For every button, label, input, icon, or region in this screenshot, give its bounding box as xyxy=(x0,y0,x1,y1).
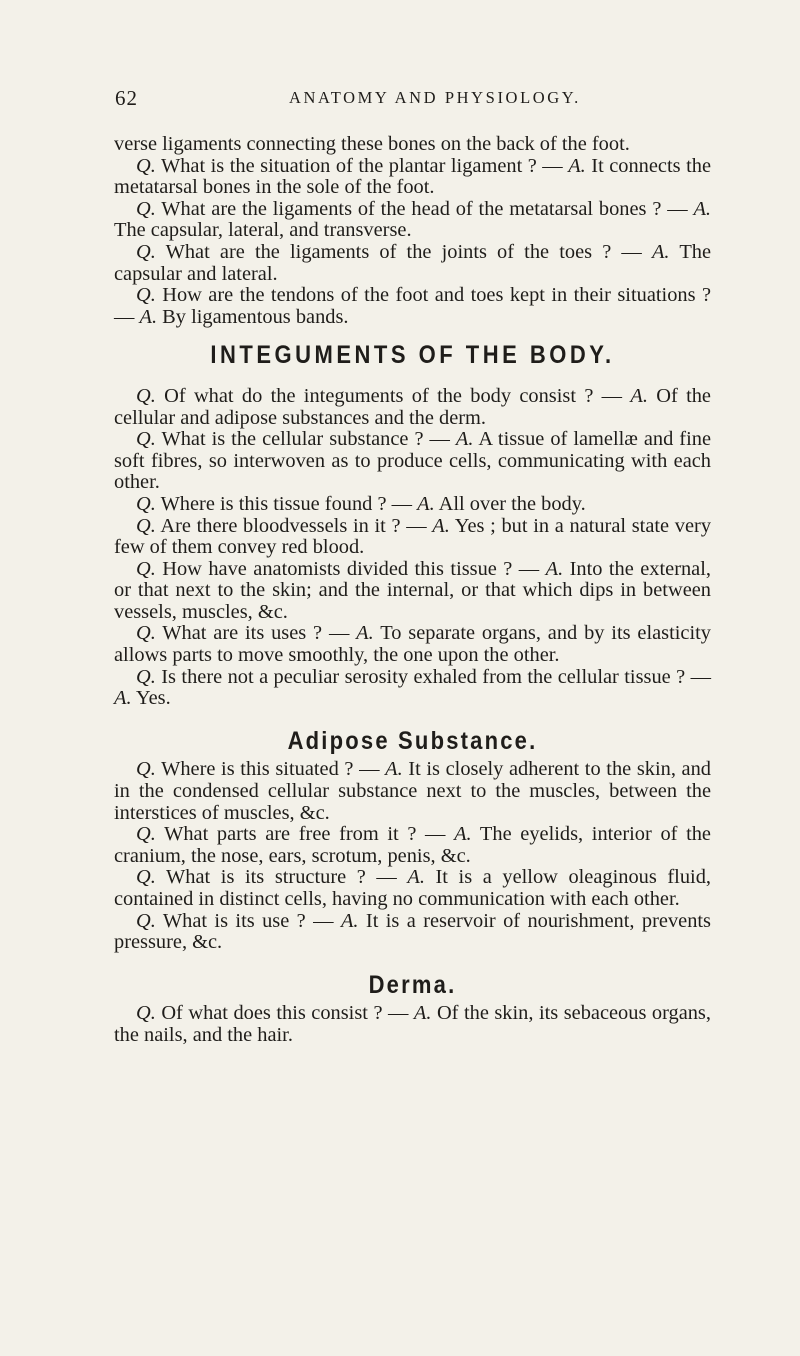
qa-entry xyxy=(114,759,711,824)
qa-section-derma xyxy=(114,1003,711,1046)
question-text: Is there not a peculiar serosity exhaled from the cellular tissue ? xyxy=(161,665,686,688)
answer-label: A. xyxy=(139,305,158,328)
page-number: 62 xyxy=(115,86,138,110)
heading-integuments: INTEGUMENTS OF THE BODY. xyxy=(210,340,615,370)
answer-text: Of the skin, its sebaceous organs, the nails, and the hair. xyxy=(114,1002,711,1046)
dash-separator: — xyxy=(611,240,652,263)
qa-entry xyxy=(114,1003,711,1046)
question-label: Q. xyxy=(136,909,156,932)
answer-label: A. xyxy=(432,514,450,537)
question-label: Q. xyxy=(136,866,156,889)
dash-separator: — xyxy=(305,909,341,932)
question-label: Q. xyxy=(136,1002,156,1025)
body-text xyxy=(114,134,711,1047)
answer-text: All over the body. xyxy=(438,492,586,515)
answer-label: A. xyxy=(545,557,564,580)
question-label: Q. xyxy=(136,665,156,688)
answer-text: It connects the metatarsal bones in the sole of the foot. xyxy=(114,154,711,199)
answer-label: A. xyxy=(385,758,403,781)
question-text: Where is this tissue found ? xyxy=(160,492,387,515)
answer-text: The eyelids, interior of the cranium, the nose, ears, scrotum, penis, &c. xyxy=(114,823,711,867)
qa-entry xyxy=(114,516,711,559)
answer-text: Yes. xyxy=(135,687,171,710)
question-label: Q. xyxy=(136,514,156,537)
qa-entry xyxy=(114,911,711,954)
qa-entry xyxy=(114,156,711,199)
answer-label: A. xyxy=(693,197,711,220)
answer-label: A. xyxy=(630,384,648,407)
answer-text: The capsular, lateral, and transverse. xyxy=(114,219,412,242)
answer-text: A tissue of lamellæ and fine soft fibres, so interwoven as to produce cells, communicating with each other. xyxy=(114,428,711,494)
answer-label: A. xyxy=(454,823,472,846)
question-label: Q. xyxy=(136,384,156,407)
answer-text: It is closely adherent to the skin, and in the condensed cellular substance next to the muscles, between the interstices of muscles, &c. xyxy=(114,758,711,824)
question-label: Q. xyxy=(136,758,156,781)
dash-separator: — xyxy=(512,557,546,580)
question-text: Of what do the integuments of the body consist ? xyxy=(164,384,594,407)
question-label: Q. xyxy=(136,557,156,580)
qa-entry xyxy=(114,386,711,429)
answer-label: A. xyxy=(356,622,374,645)
qa-entry xyxy=(114,429,711,494)
answer-text: Yes ; but in a natural state very few of them convey red blood. xyxy=(114,514,712,559)
answer-label: A. xyxy=(114,687,132,710)
question-label: Q. xyxy=(136,823,156,846)
answer-label: A. xyxy=(568,154,586,177)
qa-section-adipose xyxy=(114,759,711,953)
continuation-paragraph: verse ligaments connecting these bones on the back of the foot. xyxy=(114,133,630,155)
qa-entry xyxy=(114,494,711,516)
dash-separator: — xyxy=(353,758,386,781)
dash-separator: — xyxy=(365,866,408,889)
answer-label: A. xyxy=(340,909,359,932)
qa-entry xyxy=(114,824,711,867)
question-text: What are its uses ? xyxy=(162,622,323,645)
answer-text: The capsular and lateral. xyxy=(114,240,712,285)
answer-text: To separate organs, and by its elasticity allows parts to move smoothly, the one upon the other. xyxy=(114,622,711,667)
answer-text: It is a yellow oleaginous fluid, contained in distinct cells, having no communication with each other. xyxy=(114,866,711,910)
question-text: What are the ligaments of the head of the metatarsal bones ? xyxy=(161,197,662,220)
answer-label: A. xyxy=(407,866,425,889)
question-text: Of what does this consist ? xyxy=(161,1002,383,1025)
answer-text: Of the cellular and adipose substances and the derm. xyxy=(114,384,711,429)
dash-separator: — xyxy=(386,492,418,515)
question-text: Are there bloodvessels in it ? xyxy=(160,514,401,537)
qa-entry xyxy=(114,285,711,328)
qa-entry xyxy=(114,623,711,666)
qa-entry xyxy=(114,667,711,710)
qa-entry xyxy=(114,559,711,624)
dash-separator: — xyxy=(114,305,140,328)
qa-entry xyxy=(114,242,711,285)
question-label: Q. xyxy=(136,154,156,177)
question-text: What is the cellular substance ? xyxy=(161,428,424,451)
question-text: What is its structure ? xyxy=(166,866,366,889)
dash-separator: — xyxy=(593,384,631,407)
dash-separator: — xyxy=(423,428,456,451)
dash-separator: — xyxy=(536,154,569,177)
dash-separator: — xyxy=(416,823,455,846)
qa-entry xyxy=(114,867,711,910)
answer-text: Into the external, or that next to the skin; and the internal, or that which dips in between vessels, muscles, &c. xyxy=(114,557,711,623)
answer-text: It is a reservoir of nourishment, prevents pressure, &c. xyxy=(114,909,711,954)
question-text: What are the ligaments of the joints of the toes ? xyxy=(165,240,612,263)
dash-separator: — xyxy=(685,665,711,688)
running-title: ANATOMY AND PHYSIOLOGY. xyxy=(289,88,581,107)
dash-separator: — xyxy=(661,197,694,220)
qa-section-ligaments xyxy=(114,156,711,329)
answer-label: A. xyxy=(651,240,670,263)
question-text: Where is this situated ? xyxy=(161,758,354,781)
heading-derma: Derma. xyxy=(368,970,457,999)
dash-separator: — xyxy=(382,1002,414,1025)
question-label: Q. xyxy=(136,428,156,451)
question-text: What parts are free from it ? xyxy=(164,823,417,846)
answer-label: A. xyxy=(455,428,474,451)
heading-adipose: Adipose Substance. xyxy=(287,726,538,755)
question-text: What is its use ? xyxy=(162,909,306,932)
question-label: Q. xyxy=(136,197,156,220)
qa-section-integuments xyxy=(114,386,711,710)
dash-separator: — xyxy=(400,514,433,537)
question-label: Q. xyxy=(136,492,156,515)
question-label: Q. xyxy=(136,240,156,263)
running-head xyxy=(115,86,712,110)
answer-label: A. xyxy=(413,1002,432,1025)
dash-separator: — xyxy=(322,622,357,645)
question-label: Q. xyxy=(136,284,156,307)
answer-text: By ligamentous bands. xyxy=(162,305,349,328)
question-label: Q. xyxy=(136,622,156,645)
question-text: What is the situation of the plantar ligament ? xyxy=(160,154,537,177)
question-text: How have anatomists divided this tissue ? xyxy=(162,557,513,580)
question-text: How are the tendons of the foot and toes kept in their situations ? xyxy=(162,284,711,307)
answer-label: A. xyxy=(417,492,435,515)
qa-entry xyxy=(114,199,711,242)
